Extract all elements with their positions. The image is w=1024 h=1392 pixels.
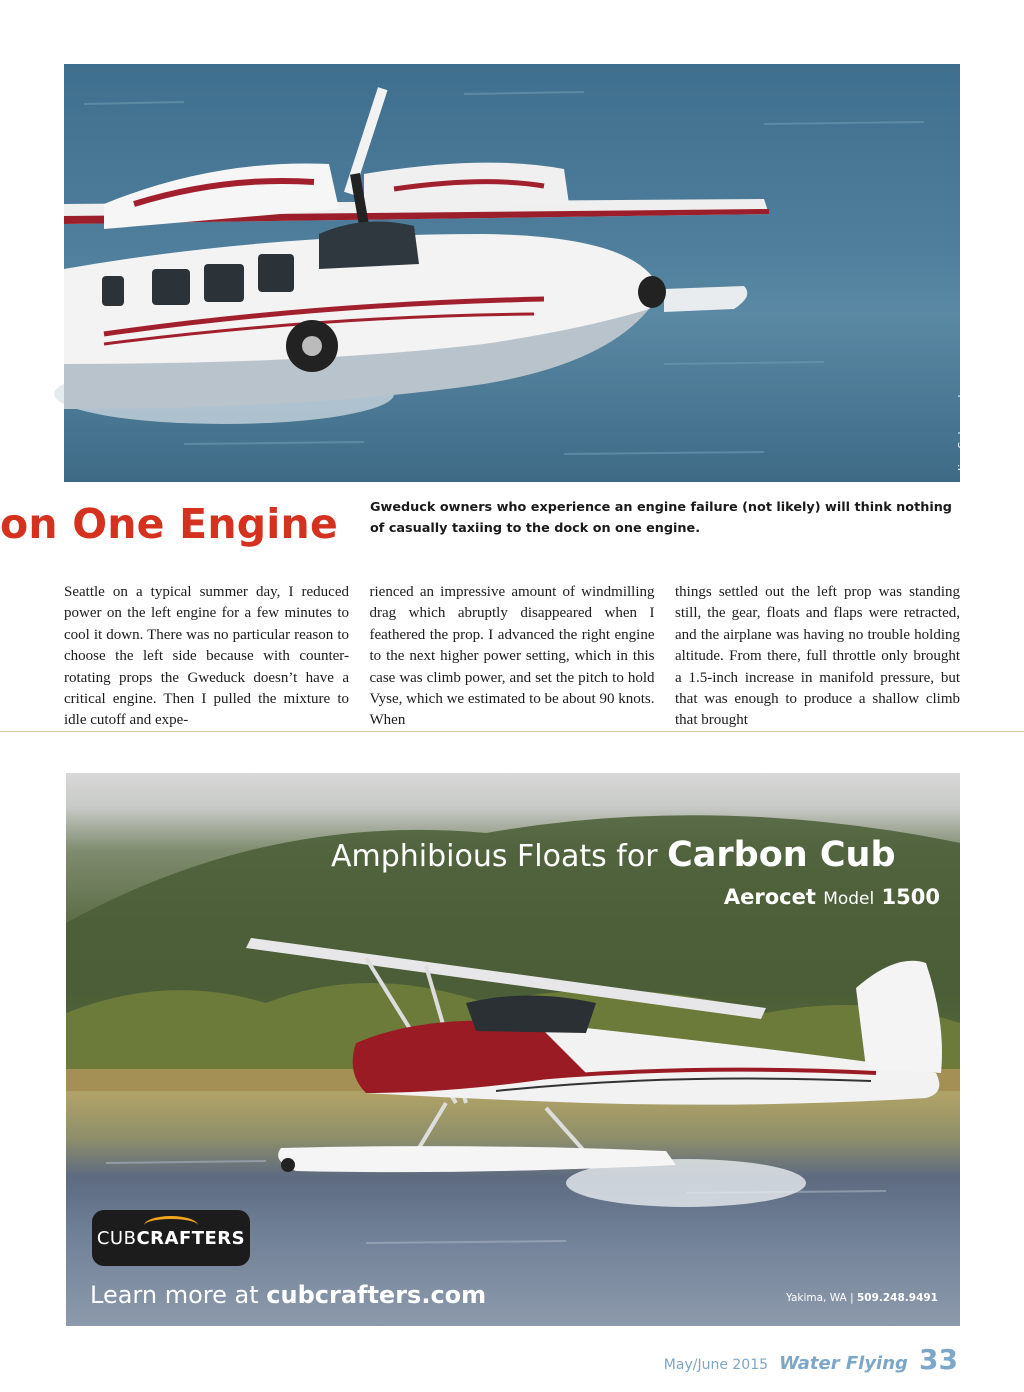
ad-headline-brand: Carbon Cub xyxy=(667,835,896,875)
article-headline: on One Engine xyxy=(0,500,338,548)
cubcrafters-logo xyxy=(92,1210,250,1266)
ad-separator: | xyxy=(850,1292,854,1304)
page-footer xyxy=(664,1343,958,1376)
ad-url-prefix: Learn more at xyxy=(90,1281,259,1309)
article-column-1: Seattle on a typical summer day, I reduced power on the left engine for a few minutes to cool it down. There was no particular reason to choose the left side because with counter-rotating props the Gweduck doesn’t have a critical engine. Then I pulled the mixture to idle cutoff and expe- xyxy=(64,584,349,729)
gweduck-photo-illustration xyxy=(64,64,960,482)
ad-phone: 509.248.9491 xyxy=(856,1292,938,1304)
photo-credit: Jim Schoeggl xyxy=(956,394,969,472)
photo-caption: Gweduck owners who experience an engine failure (not likely) will think nothing of casually taxiing to the dock on one engine. xyxy=(370,500,952,536)
footer-magazine-name: Water Flying xyxy=(779,1353,908,1374)
ad-model-word: Model xyxy=(823,889,875,909)
logo-text-plain: CUB xyxy=(96,1227,137,1249)
logo-text-bold: CRAFTERS xyxy=(136,1227,246,1249)
ad-model-number: 1500 xyxy=(881,885,940,909)
ad-model-brand: Aerocet xyxy=(723,885,816,909)
ad-location: Yakima, WA xyxy=(785,1292,847,1304)
section-divider xyxy=(0,731,1024,732)
ad-headline-prefix: Amphibious Floats for xyxy=(331,839,658,874)
footer-page-number: 33 xyxy=(919,1343,958,1376)
gweduck-photo xyxy=(64,64,969,482)
ad-headline xyxy=(331,835,896,875)
footer-issue-date: May/June 2015 xyxy=(663,1357,769,1373)
ad-website-line xyxy=(90,1281,486,1309)
article-column-2: rienced an impressive amount of windmilling drag which abruptly disappeared when I feathered the prop. I advanced the right engine to the next higher power setting, which in this case was climb power, and set the pitch to hold Vyse, which we estimated to be about 90 knots. When xyxy=(369,584,655,729)
cubcrafters-advertisement xyxy=(66,773,960,1326)
article-body xyxy=(64,582,960,728)
article-column-3: things settled out the left prop was standing still, the gear, floats and flaps were retracted, and the airplane was having no trouble holding altitude. From there, full throttle only brought a 1.5-inch increase in manifold pressure, but that was enough to produce a shallow climb that brought xyxy=(675,584,960,729)
ad-contact-line xyxy=(786,1292,938,1304)
ad-model-line xyxy=(724,885,940,909)
logo-arc-icon xyxy=(144,1216,198,1235)
ad-url-link[interactable]: cubcrafters.com xyxy=(266,1281,487,1309)
